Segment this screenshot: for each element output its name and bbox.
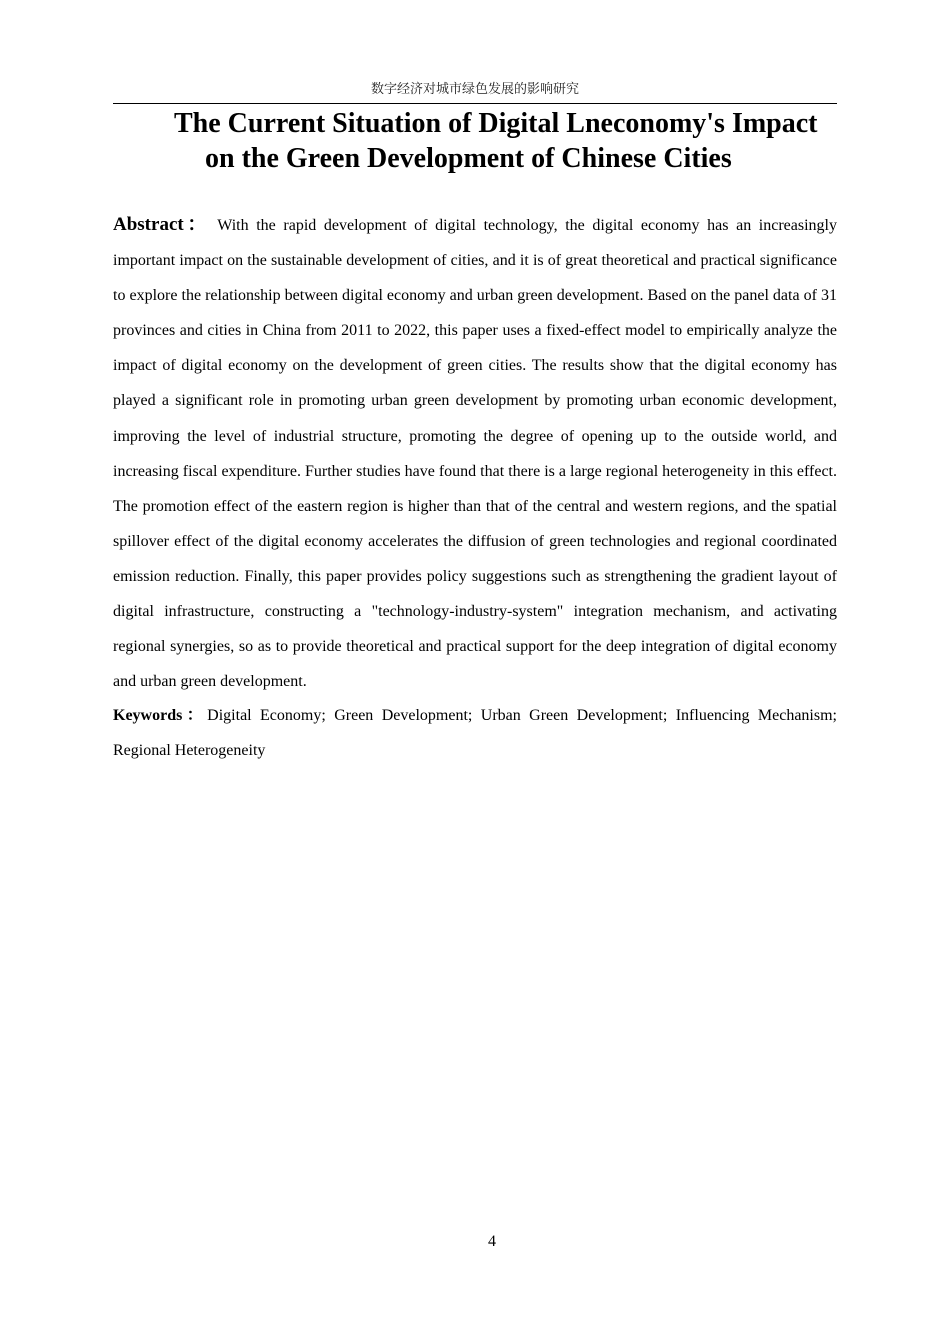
abstract-text: With the rapid development of digital technology, the digital economy has an increasingly important impact on the sustainable development of cities, and it is of great theoretical and practical significance to explore the relationship between digital economy and urban green development. Based on the panel data of 31 provinces and cities in China from 2011 to 2022, this paper uses a fixed-effect model to empirically analyze the impact of digital economy on the development of green cities. The results show that the digital economy has played a significant role in promoting urban green development by promoting urban economic development, improving the level of industrial structure, promoting the degree of opening up to the outside world, and increasing fiscal expenditure. Further studies have found that there is a large regional heterogeneity in this effect. The promotion effect of the eastern region is higher than that of the central and western regions, and the spatial spillover effect of the digital economy accelerates the diffusion of green technologies and regional coordinated emission reduction. Finally, this paper provides policy suggestions such as strengthening the gradient layout of digital infrastructure, constructing a "technology-industry-system" integration mechanism, and activating regional synergies, so as to provide theoretical and practical support for the deep integration of digital economy and urban green development. bbox=[113, 217, 837, 691]
abstract-label: Abstract： bbox=[113, 214, 210, 235]
paper-title bbox=[113, 106, 837, 176]
keywords-paragraph bbox=[113, 698, 837, 768]
title-line-2: on the Green Development of Chinese Cities bbox=[205, 143, 732, 174]
abstract-paragraph bbox=[113, 207, 837, 699]
header-rule bbox=[113, 103, 837, 104]
keywords-text: Digital Economy; Green Development; Urban Green Development; Influencing Mechanism; Regional Heterogeneity bbox=[113, 707, 837, 760]
title-line-1: The Current Situation of Digital Lneconomy's Impact bbox=[174, 108, 818, 139]
page-number: 4 bbox=[488, 1233, 496, 1250]
running-header: 数字经济对城市绿色发展的影响研究 bbox=[370, 82, 579, 97]
keywords-label: Keywords： bbox=[113, 707, 208, 724]
